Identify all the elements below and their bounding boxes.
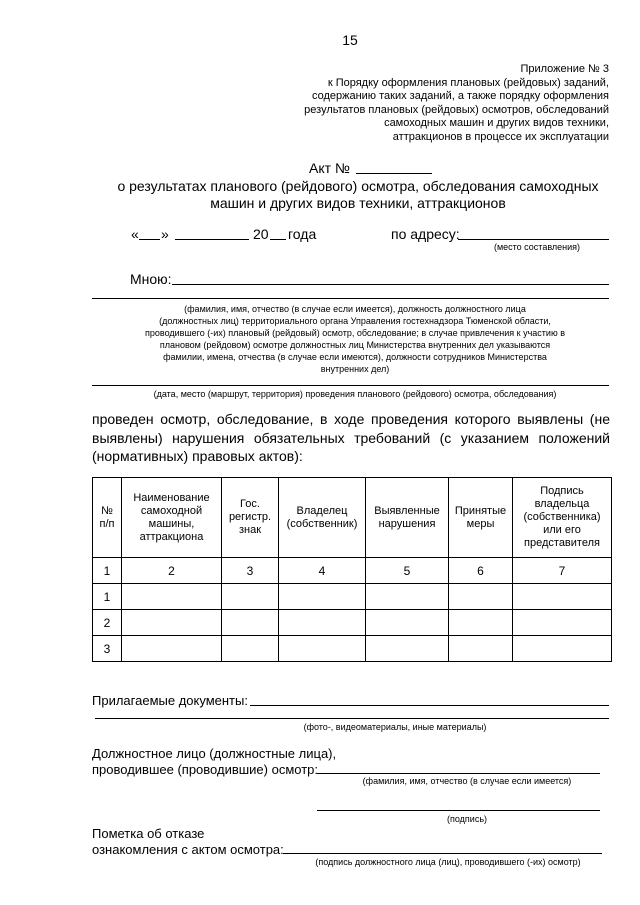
table-cell[interactable] xyxy=(449,584,513,610)
annex-block xyxy=(189,63,609,145)
by-me-hint xyxy=(92,303,618,375)
table-cell[interactable] xyxy=(122,584,222,610)
inspection-table xyxy=(92,477,612,662)
official-label-line2: проводившее (проводившие) осмотр: xyxy=(92,762,319,777)
date-place-field[interactable] xyxy=(92,385,609,386)
annex-title: Приложение № 3 xyxy=(520,63,609,75)
act-title-line1: о результатах планового (рейдового) осмотра, обследования самоходных xyxy=(117,178,599,194)
table-row xyxy=(93,584,612,610)
attachments-label: Прилагаемые документы: xyxy=(92,693,248,708)
annex-line: содержанию таких заданий, а также порядку оформления xyxy=(311,90,609,103)
annex-line: к Порядку оформления плановых (рейдовых) заданий, xyxy=(327,76,609,89)
table-cell[interactable] xyxy=(449,610,513,636)
row-number: 3 xyxy=(93,636,122,662)
annex-line: самоходных машин и других видов техники, xyxy=(384,117,609,130)
column-number: 6 xyxy=(449,558,513,584)
month-field[interactable] xyxy=(175,239,249,240)
act-number-field[interactable] xyxy=(356,173,432,174)
table-cell[interactable] xyxy=(366,610,449,636)
address-label: по адресу: xyxy=(391,226,460,242)
table-cell[interactable] xyxy=(122,610,222,636)
table-cell[interactable] xyxy=(122,636,222,662)
col-header-signature: Подпись владельца (собственника) или его представителя xyxy=(513,478,612,558)
hint-line: внутренних дел) xyxy=(320,364,390,374)
official-name-field[interactable] xyxy=(317,773,600,774)
annex-line: аттракционов в процессе их эксплуатации xyxy=(392,130,609,143)
date-place-hint: (дата, место (маршрут, территория) проведения планового (рейдового) осмотра, обследования) xyxy=(153,389,557,399)
attachments-field[interactable] xyxy=(250,705,609,706)
table-cell[interactable] xyxy=(366,636,449,662)
body-line: выявлены) нарушения обязательных требований (с указанием положений xyxy=(92,429,610,446)
table-row xyxy=(93,610,612,636)
column-number: 3 xyxy=(222,558,279,584)
table-cell[interactable] xyxy=(366,584,449,610)
body-text xyxy=(92,410,610,466)
table-cell[interactable] xyxy=(222,584,279,610)
official-signature-field[interactable] xyxy=(317,810,600,811)
table-cell[interactable] xyxy=(513,610,612,636)
table-cell[interactable] xyxy=(279,636,366,662)
date-open-quote: « xyxy=(131,226,139,242)
table-cell[interactable] xyxy=(222,636,279,662)
year-field[interactable] xyxy=(270,239,286,240)
page-number: 15 xyxy=(342,32,358,48)
hint-line: фамилии, имена, отчества (в случае если имеются), должности сотрудников Министерства xyxy=(163,352,547,362)
table-column-numbers-row xyxy=(93,558,612,584)
table-header-row xyxy=(93,478,612,558)
body-line: проведен осмотр, обследование, в ходе проведения которого выявлены (не xyxy=(92,411,610,427)
hint-line: плановом (рейдовом) осмотре должностных лиц Министерства внутренних дел указываются xyxy=(159,340,551,350)
year-prefix: 20 xyxy=(253,226,269,242)
table-cell[interactable] xyxy=(222,610,279,636)
table-cell[interactable] xyxy=(513,584,612,610)
refusal-label-line1: Пометка об отказе xyxy=(92,826,205,841)
table-cell[interactable] xyxy=(513,636,612,662)
col-header-number: № п/п xyxy=(93,478,122,558)
row-number: 2 xyxy=(93,610,122,636)
table-cell[interactable] xyxy=(449,636,513,662)
act-title-line2: машин и других видов техники, аттракционов xyxy=(210,195,506,211)
annex-line: результатов плановых (рейдовых) осмотров, обследований xyxy=(304,103,609,116)
hint-line: (фамилия, имя, отчество (в случае если имеется), должность должностного лица xyxy=(184,304,526,314)
by-me-label: Мною: xyxy=(130,271,172,287)
row-number: 1 xyxy=(93,584,122,610)
address-field[interactable] xyxy=(458,239,609,240)
table-row xyxy=(93,636,612,662)
column-number: 4 xyxy=(279,558,366,584)
hint-line: проводившего (-их) плановый (рейдовый) осмотр, обследование; в случае привлечения к участию в xyxy=(145,328,565,338)
refusal-hint: (подпись должностного лица (лиц), проводившего (-их) осмотр) xyxy=(315,857,581,867)
date-close-quote: » xyxy=(161,226,169,242)
column-number: 1 xyxy=(93,558,122,584)
official-label-line1: Должностное лицо (должностные лица), xyxy=(92,746,337,761)
body-line: (нормативных) правовых актов): xyxy=(92,448,303,464)
refusal-label-line2: ознакомления с актом осмотра: xyxy=(92,842,284,857)
table-cell[interactable] xyxy=(279,584,366,610)
column-number: 5 xyxy=(366,558,449,584)
col-header-machine-name: Наименование самоходной машины, аттракциона xyxy=(122,478,222,558)
attachments-hint: (фото-, видеоматериалы, иные материалы) xyxy=(303,722,487,732)
col-header-measures: Принятые меры xyxy=(449,478,513,558)
column-number: 7 xyxy=(513,558,612,584)
attachments-field-2[interactable] xyxy=(95,718,609,719)
official-signature-hint: (подпись) xyxy=(446,814,488,824)
act-label: Акт № xyxy=(309,160,350,176)
col-header-owner: Владелец (собственник) xyxy=(279,478,366,558)
col-header-violations: Выявленные нарушения xyxy=(366,478,449,558)
address-hint: (место составления) xyxy=(493,242,581,252)
refusal-field[interactable] xyxy=(283,853,602,854)
official-name-hint: (фамилия, имя, отчество (в случае если имеется) xyxy=(362,776,572,786)
year-suffix: года xyxy=(288,226,317,242)
hint-line: (должностных лиц) территориального органа Управления гостехнадзора Тюменской области, xyxy=(159,316,551,326)
day-field[interactable] xyxy=(139,239,160,240)
table-cell[interactable] xyxy=(279,610,366,636)
col-header-reg-sign: Гос. регистр. знак xyxy=(222,478,279,558)
by-me-field-2[interactable] xyxy=(92,298,609,299)
column-number: 2 xyxy=(122,558,222,584)
by-me-field[interactable] xyxy=(172,284,609,285)
